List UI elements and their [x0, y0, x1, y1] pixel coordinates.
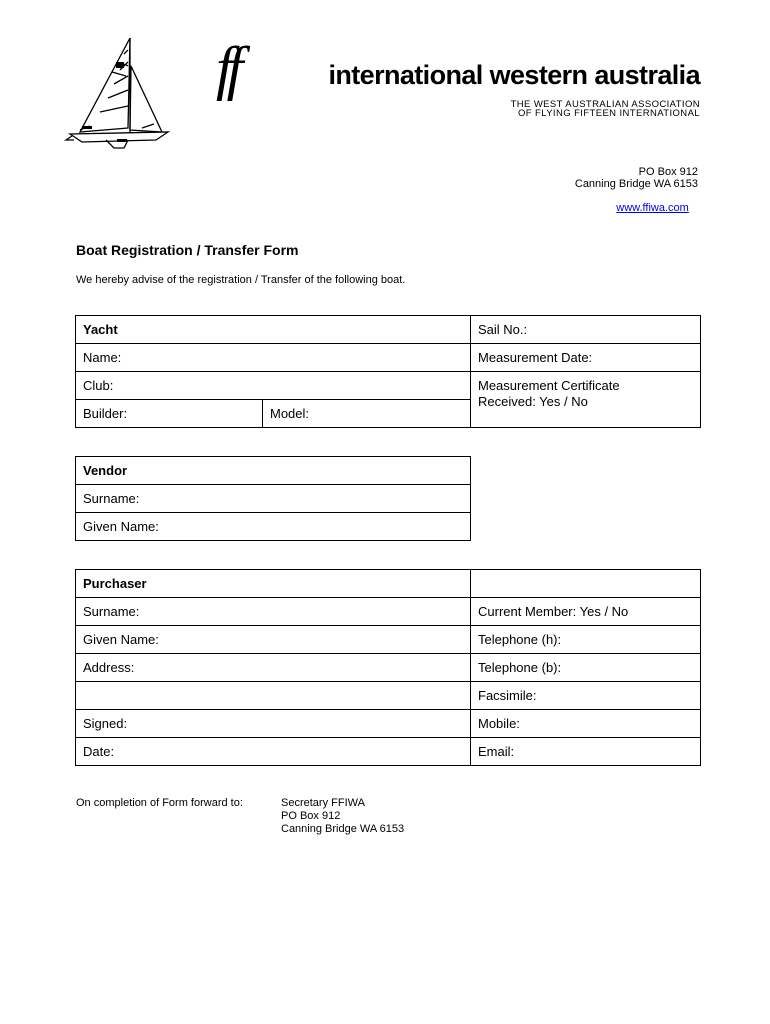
website-link-wrapper [616, 201, 698, 215]
yacht-name-field[interactable]: Name: [76, 344, 471, 372]
model-field[interactable]: Model: [263, 400, 471, 428]
footer-label: On completion of Form forward to: [76, 797, 243, 809]
builder-field[interactable]: Builder: [76, 400, 263, 428]
sailboat-logo-icon [62, 36, 174, 150]
purchaser-given-name-field[interactable]: Given Name: [76, 626, 471, 654]
address-po-box: PO Box 912 [638, 166, 698, 178]
email-field[interactable]: Email: [471, 738, 701, 766]
date-field[interactable]: Date: [76, 738, 471, 766]
signed-field[interactable]: Signed: [76, 710, 471, 738]
address-suburb: Canning Bridge WA 6153 [574, 178, 698, 190]
form-title: Boat Registration / Transfer Form [76, 242, 299, 258]
purchaser-address-line-2[interactable] [76, 682, 471, 710]
form-intro: We hereby advise of the registration / Transfer of the following boat. [76, 274, 406, 286]
telephone-home-field[interactable]: Telephone (h): [471, 626, 701, 654]
sail-no-field[interactable]: Sail No.: [471, 316, 701, 344]
vendor-given-name-field[interactable]: Given Name: [76, 513, 471, 541]
vendor-header: Vendor [76, 457, 471, 485]
measurement-certificate-label: Measurement Certificate [478, 378, 620, 393]
org-subtitle-line-2: OF FLYING FIFTEEN INTERNATIONAL [517, 108, 700, 119]
footer-recipient: Secretary FFIWA [281, 797, 365, 809]
purchaser-table [75, 569, 701, 766]
footer-suburb: Canning Bridge WA 6153 [281, 823, 405, 835]
purchaser-address-field[interactable]: Address: [76, 654, 471, 682]
mobile-field[interactable]: Mobile: [471, 710, 701, 738]
vendor-surname-field[interactable]: Surname: [76, 485, 471, 513]
current-member-field[interactable]: Current Member: Yes / No [471, 598, 701, 626]
telephone-business-field[interactable]: Telephone (b): [471, 654, 701, 682]
purchaser-empty-cell [471, 570, 701, 598]
facsimile-field[interactable]: Facsimile: [471, 682, 701, 710]
purchaser-header: Purchaser [76, 570, 471, 598]
measurement-date-field[interactable]: Measurement Date: [471, 344, 701, 372]
vendor-table [75, 456, 471, 541]
org-subtitle-line-1: THE WEST AUSTRALIAN ASSOCIATION [510, 99, 700, 110]
footer-po-box: PO Box 912 [281, 810, 341, 822]
yacht-table [75, 315, 701, 428]
measurement-certificate-field[interactable] [471, 372, 701, 428]
website-link[interactable]: www.ffiwa.com [616, 202, 689, 214]
yacht-header: Yacht [76, 316, 471, 344]
measurement-received-label: Received: Yes / No [478, 394, 588, 409]
ff-logo: ff [216, 35, 238, 101]
club-field[interactable]: Club: [76, 372, 471, 400]
purchaser-surname-field[interactable]: Surname: [76, 598, 471, 626]
org-name: international western australia [328, 60, 700, 90]
